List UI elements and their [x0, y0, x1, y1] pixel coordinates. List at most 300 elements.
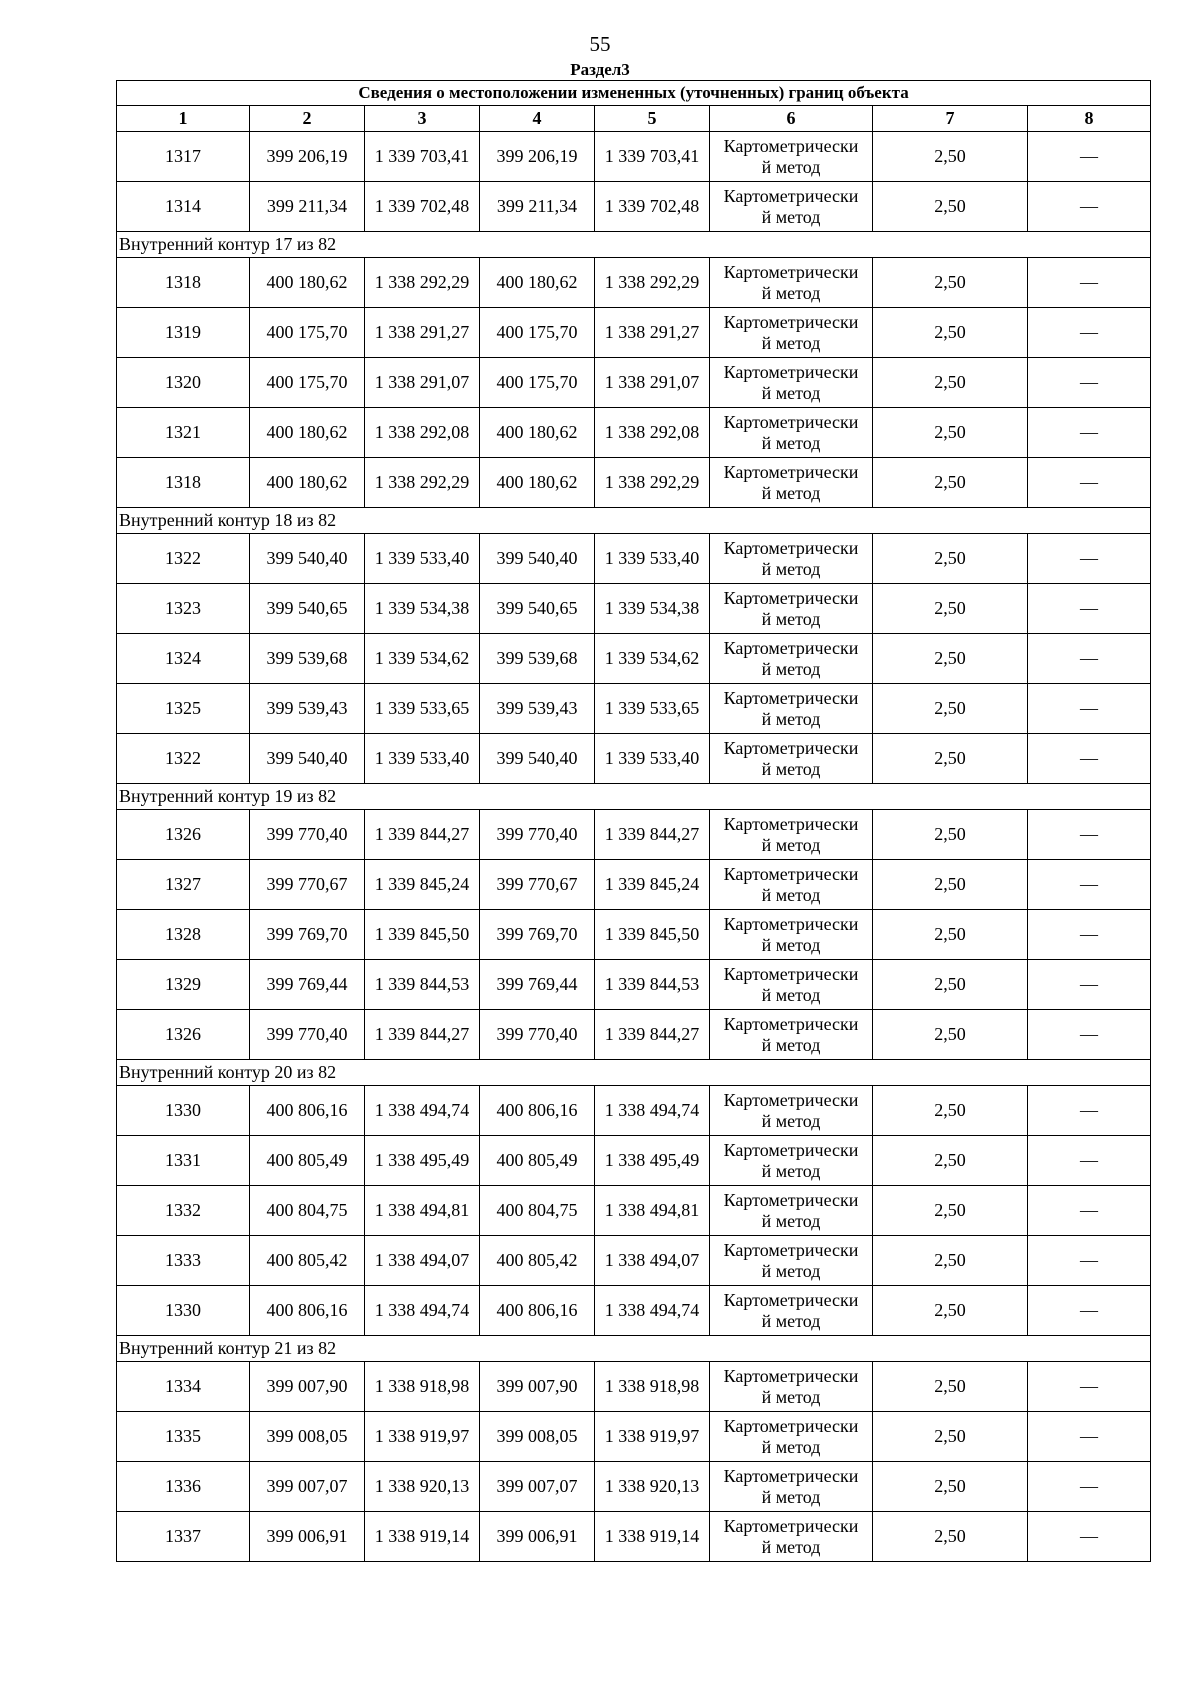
cell-x-old: 400 804,75: [250, 1186, 365, 1236]
method-line: Картометрически: [723, 863, 859, 884]
method-line: Картометрически: [723, 1239, 859, 1260]
method-line: Картометрически: [723, 1289, 859, 1310]
method-line: й метод: [761, 1110, 821, 1131]
cell-point-number: 1324: [117, 634, 250, 684]
cell-description: —: [1028, 458, 1151, 508]
cell-point-number: 1332: [117, 1186, 250, 1236]
cell-y-old: 1 338 494,07: [365, 1236, 480, 1286]
contour-label: Внутренний контур 21 из 82: [117, 1336, 1151, 1362]
table-body: [117, 81, 1151, 1562]
table-row: [117, 684, 1151, 734]
cell-x-new: 399 770,40: [480, 810, 595, 860]
cell-point-number: 1333: [117, 1236, 250, 1286]
cell-point-number: 1314: [117, 182, 250, 232]
cell-y-old: 1 339 702,48: [365, 182, 480, 232]
method-line: Картометрически: [723, 1515, 859, 1536]
method-line: Картометрически: [723, 261, 859, 282]
method-line: Картометрически: [723, 411, 859, 432]
cell-method: [710, 1136, 873, 1186]
cell-method: [710, 458, 873, 508]
cell-point-number: 1317: [117, 132, 250, 182]
cell-method: [710, 684, 873, 734]
method-line: й метод: [761, 382, 821, 403]
cell-precision: 2,50: [873, 1086, 1028, 1136]
cell-description: —: [1028, 1362, 1151, 1412]
cell-x-old: 399 770,40: [250, 1010, 365, 1060]
column-header: 6: [710, 106, 873, 132]
cell-method: [710, 1010, 873, 1060]
cell-x-old: 400 180,62: [250, 258, 365, 308]
cell-x-old: 400 180,62: [250, 458, 365, 508]
cell-point-number: 1326: [117, 810, 250, 860]
method-line: Картометрически: [723, 637, 859, 658]
table-row: [117, 258, 1151, 308]
column-header: 5: [595, 106, 710, 132]
table-row: [117, 584, 1151, 634]
cell-x-old: 399 007,07: [250, 1462, 365, 1512]
cell-x-new: 400 175,70: [480, 358, 595, 408]
cell-y-old: 1 339 534,38: [365, 584, 480, 634]
table-row: [117, 1186, 1151, 1236]
cell-point-number: 1334: [117, 1362, 250, 1412]
cell-description: —: [1028, 684, 1151, 734]
cell-precision: 2,50: [873, 860, 1028, 910]
contour-label: Внутренний контур 20 из 82: [117, 1060, 1151, 1086]
cell-point-number: 1318: [117, 258, 250, 308]
cell-description: —: [1028, 734, 1151, 784]
cell-x-old: 400 805,49: [250, 1136, 365, 1186]
cell-y-old: 1 339 845,50: [365, 910, 480, 960]
column-header: 4: [480, 106, 595, 132]
table-row: [117, 1236, 1151, 1286]
cell-x-new: 399 540,65: [480, 584, 595, 634]
cell-point-number: 1330: [117, 1286, 250, 1336]
table-row: [117, 1086, 1151, 1136]
method-line: й метод: [761, 206, 821, 227]
cell-x-new: 399 006,91: [480, 1512, 595, 1562]
cell-x-new: 399 206,19: [480, 132, 595, 182]
cell-method: [710, 1512, 873, 1562]
cell-x-old: 399 539,43: [250, 684, 365, 734]
cell-method: [710, 810, 873, 860]
cell-point-number: 1322: [117, 534, 250, 584]
cell-x-old: 400 175,70: [250, 308, 365, 358]
table-row: [117, 1362, 1151, 1412]
cell-x-new: 399 540,40: [480, 534, 595, 584]
cell-method: [710, 534, 873, 584]
contour-header-row: [117, 508, 1151, 534]
cell-point-number: 1325: [117, 684, 250, 734]
cell-y-new: 1 338 495,49: [595, 1136, 710, 1186]
cell-x-new: 399 540,40: [480, 734, 595, 784]
cell-x-old: 399 770,67: [250, 860, 365, 910]
column-header: 8: [1028, 106, 1151, 132]
method-line: й метод: [761, 1436, 821, 1457]
cell-y-new: 1 338 919,97: [595, 1412, 710, 1462]
method-line: й метод: [761, 1486, 821, 1507]
cell-y-new: 1 338 292,29: [595, 458, 710, 508]
cell-method: [710, 860, 873, 910]
table-row: [117, 408, 1151, 458]
method-line: й метод: [761, 708, 821, 729]
cell-description: —: [1028, 1462, 1151, 1512]
cell-y-new: 1 338 919,14: [595, 1512, 710, 1562]
cell-y-new: 1 338 494,07: [595, 1236, 710, 1286]
cell-y-new: 1 338 291,27: [595, 308, 710, 358]
contour-header-row: [117, 1060, 1151, 1086]
method-line: й метод: [761, 658, 821, 679]
cell-y-new: 1 338 918,98: [595, 1362, 710, 1412]
cell-precision: 2,50: [873, 1462, 1028, 1512]
cell-precision: 2,50: [873, 1236, 1028, 1286]
cell-y-new: 1 339 702,48: [595, 182, 710, 232]
cell-y-new: 1 339 534,62: [595, 634, 710, 684]
cell-description: —: [1028, 258, 1151, 308]
method-line: Картометрически: [723, 813, 859, 834]
contour-label: Внутренний контур 17 из 82: [117, 232, 1151, 258]
cell-precision: 2,50: [873, 810, 1028, 860]
cell-y-old: 1 339 533,65: [365, 684, 480, 734]
cell-method: [710, 1086, 873, 1136]
cell-y-new: 1 338 292,08: [595, 408, 710, 458]
cell-point-number: 1321: [117, 408, 250, 458]
cell-y-old: 1 339 845,24: [365, 860, 480, 910]
cell-precision: 2,50: [873, 1136, 1028, 1186]
cell-x-new: 399 769,44: [480, 960, 595, 1010]
cell-x-old: 399 769,70: [250, 910, 365, 960]
method-line: й метод: [761, 332, 821, 353]
cell-y-new: 1 338 291,07: [595, 358, 710, 408]
contour-label: Внутренний контур 18 из 82: [117, 508, 1151, 534]
cell-description: —: [1028, 1512, 1151, 1562]
cell-point-number: 1331: [117, 1136, 250, 1186]
cell-precision: 2,50: [873, 1010, 1028, 1060]
cell-x-new: 400 175,70: [480, 308, 595, 358]
cell-description: —: [1028, 358, 1151, 408]
cell-precision: 2,50: [873, 458, 1028, 508]
cell-x-old: 399 006,91: [250, 1512, 365, 1562]
cell-description: —: [1028, 910, 1151, 960]
method-line: й метод: [761, 1536, 821, 1557]
cell-method: [710, 358, 873, 408]
cell-y-new: 1 338 494,74: [595, 1086, 710, 1136]
cell-description: —: [1028, 1136, 1151, 1186]
cell-x-new: 400 180,62: [480, 258, 595, 308]
cell-y-old: 1 338 292,29: [365, 258, 480, 308]
cell-x-old: 400 175,70: [250, 358, 365, 408]
cell-description: —: [1028, 182, 1151, 232]
table-title-row: [117, 81, 1151, 106]
method-line: Картометрически: [723, 1365, 859, 1386]
cell-description: —: [1028, 1286, 1151, 1336]
cell-y-old: 1 339 533,40: [365, 734, 480, 784]
method-line: й метод: [761, 1160, 821, 1181]
cell-point-number: 1335: [117, 1412, 250, 1462]
cell-method: [710, 1186, 873, 1236]
cell-y-old: 1 339 533,40: [365, 534, 480, 584]
cell-y-old: 1 339 844,27: [365, 810, 480, 860]
method-line: й метод: [761, 1210, 821, 1231]
cell-y-new: 1 339 844,27: [595, 810, 710, 860]
cell-precision: 2,50: [873, 1186, 1028, 1236]
cell-x-new: 400 180,62: [480, 458, 595, 508]
cell-x-old: 399 540,40: [250, 734, 365, 784]
method-line: й метод: [761, 282, 821, 303]
method-line: й метод: [761, 608, 821, 629]
cell-x-new: 400 805,42: [480, 1236, 595, 1286]
method-line: й метод: [761, 482, 821, 503]
cell-point-number: 1329: [117, 960, 250, 1010]
cell-x-new: 399 770,67: [480, 860, 595, 910]
cell-description: —: [1028, 132, 1151, 182]
cell-x-new: 400 804,75: [480, 1186, 595, 1236]
cell-x-old: 399 770,40: [250, 810, 365, 860]
cell-y-old: 1 339 844,27: [365, 1010, 480, 1060]
cell-y-old: 1 338 292,29: [365, 458, 480, 508]
table-row: [117, 1136, 1151, 1186]
contour-label: Внутренний контур 19 из 82: [117, 784, 1151, 810]
section-title: Раздел3: [570, 60, 630, 79]
column-header: 3: [365, 106, 480, 132]
method-line: Картометрически: [723, 361, 859, 382]
cell-point-number: 1337: [117, 1512, 250, 1562]
method-line: й метод: [761, 1034, 821, 1055]
method-line: й метод: [761, 834, 821, 855]
cell-precision: 2,50: [873, 684, 1028, 734]
cell-method: [710, 734, 873, 784]
cell-method: [710, 182, 873, 232]
cell-method: [710, 1412, 873, 1462]
method-line: Картометрически: [723, 913, 859, 934]
contour-header-row: [117, 1336, 1151, 1362]
cell-method: [710, 634, 873, 684]
cell-y-old: 1 338 919,97: [365, 1412, 480, 1462]
cell-method: [710, 132, 873, 182]
table-row: [117, 810, 1151, 860]
cell-y-old: 1 339 844,53: [365, 960, 480, 1010]
cell-y-new: 1 338 494,74: [595, 1286, 710, 1336]
cell-description: —: [1028, 308, 1151, 358]
cell-x-new: 399 007,90: [480, 1362, 595, 1412]
cell-point-number: 1318: [117, 458, 250, 508]
cell-precision: 2,50: [873, 584, 1028, 634]
cell-x-old: 399 007,90: [250, 1362, 365, 1412]
cell-y-new: 1 338 920,13: [595, 1462, 710, 1512]
cell-x-old: 400 806,16: [250, 1286, 365, 1336]
cell-x-new: 400 806,16: [480, 1286, 595, 1336]
method-line: й метод: [761, 758, 821, 779]
table-row: [117, 910, 1151, 960]
cell-point-number: 1328: [117, 910, 250, 960]
cell-y-old: 1 339 534,62: [365, 634, 480, 684]
cell-x-old: 399 539,68: [250, 634, 365, 684]
cell-method: [710, 1236, 873, 1286]
cell-y-new: 1 339 533,40: [595, 534, 710, 584]
cell-description: —: [1028, 584, 1151, 634]
cell-point-number: 1320: [117, 358, 250, 408]
cell-x-old: 400 805,42: [250, 1236, 365, 1286]
method-line: й метод: [761, 432, 821, 453]
table-row: [117, 960, 1151, 1010]
method-line: й метод: [761, 558, 821, 579]
cell-y-old: 1 338 292,08: [365, 408, 480, 458]
cell-y-old: 1 338 494,74: [365, 1086, 480, 1136]
table-row: [117, 1412, 1151, 1462]
cell-point-number: 1336: [117, 1462, 250, 1512]
cell-precision: 2,50: [873, 634, 1028, 684]
method-line: Картометрически: [723, 1415, 859, 1436]
table-row: [117, 1010, 1151, 1060]
cell-x-new: 399 539,43: [480, 684, 595, 734]
method-line: й метод: [761, 884, 821, 905]
cell-method: [710, 584, 873, 634]
cell-description: —: [1028, 634, 1151, 684]
cell-precision: 2,50: [873, 308, 1028, 358]
cell-y-old: 1 338 494,81: [365, 1186, 480, 1236]
cell-precision: 2,50: [873, 1412, 1028, 1462]
cell-x-new: 399 770,40: [480, 1010, 595, 1060]
table-row: [117, 1512, 1151, 1562]
method-line: й метод: [761, 1386, 821, 1407]
cell-point-number: 1327: [117, 860, 250, 910]
cell-precision: 2,50: [873, 132, 1028, 182]
cell-y-new: 1 338 494,81: [595, 1186, 710, 1236]
method-line: Картометрически: [723, 1139, 859, 1160]
cell-y-old: 1 338 291,27: [365, 308, 480, 358]
cell-x-new: 400 180,62: [480, 408, 595, 458]
cell-y-old: 1 338 919,14: [365, 1512, 480, 1562]
page-number: 55: [589, 32, 611, 56]
cell-method: [710, 408, 873, 458]
cell-x-old: 399 540,65: [250, 584, 365, 634]
method-line: й метод: [761, 1260, 821, 1281]
cell-x-old: 399 540,40: [250, 534, 365, 584]
table-row: [117, 860, 1151, 910]
method-line: й метод: [761, 984, 821, 1005]
cell-y-old: 1 338 920,13: [365, 1462, 480, 1512]
table-row: [117, 308, 1151, 358]
cell-method: [710, 960, 873, 1010]
cell-y-new: 1 339 845,50: [595, 910, 710, 960]
column-header: 2: [250, 106, 365, 132]
method-line: Картометрически: [723, 963, 859, 984]
cell-description: —: [1028, 534, 1151, 584]
cell-description: —: [1028, 810, 1151, 860]
cell-y-new: 1 338 292,29: [595, 258, 710, 308]
table-row: [117, 634, 1151, 684]
cell-method: [710, 910, 873, 960]
cell-y-old: 1 339 703,41: [365, 132, 480, 182]
cell-method: [710, 1286, 873, 1336]
method-line: Картометрически: [723, 537, 859, 558]
method-line: Картометрически: [723, 737, 859, 758]
contour-header-row: [117, 784, 1151, 810]
cell-y-new: 1 339 845,24: [595, 860, 710, 910]
cell-point-number: 1323: [117, 584, 250, 634]
cell-description: —: [1028, 860, 1151, 910]
cell-point-number: 1319: [117, 308, 250, 358]
cell-y-new: 1 339 533,40: [595, 734, 710, 784]
cell-method: [710, 258, 873, 308]
cell-x-new: 400 806,16: [480, 1086, 595, 1136]
cell-y-old: 1 338 494,74: [365, 1286, 480, 1336]
method-line: Картометрически: [723, 1013, 859, 1034]
table-row: [117, 182, 1151, 232]
method-line: Картометрически: [723, 1465, 859, 1486]
cell-precision: 2,50: [873, 1362, 1028, 1412]
method-line: Картометрически: [723, 1189, 859, 1210]
cell-precision: 2,50: [873, 960, 1028, 1010]
cell-point-number: 1330: [117, 1086, 250, 1136]
cell-precision: 2,50: [873, 1512, 1028, 1562]
method-line: Картометрически: [723, 185, 859, 206]
cell-x-old: 399 008,05: [250, 1412, 365, 1462]
cell-y-old: 1 338 495,49: [365, 1136, 480, 1186]
cell-point-number: 1326: [117, 1010, 250, 1060]
cell-y-old: 1 338 291,07: [365, 358, 480, 408]
method-line: Картометрически: [723, 687, 859, 708]
cell-x-old: 399 769,44: [250, 960, 365, 1010]
method-line: Картометрически: [723, 461, 859, 482]
cell-x-new: 399 211,34: [480, 182, 595, 232]
cell-x-new: 400 805,49: [480, 1136, 595, 1186]
column-header-row: [117, 106, 1151, 132]
table-title: Сведения о местоположении измененных (уточненных) границ объекта: [117, 81, 1151, 106]
cell-description: —: [1028, 1010, 1151, 1060]
cell-x-old: 400 806,16: [250, 1086, 365, 1136]
cell-method: [710, 1362, 873, 1412]
cell-y-old: 1 338 918,98: [365, 1362, 480, 1412]
method-line: Картометрически: [723, 587, 859, 608]
method-line: й метод: [761, 156, 821, 177]
cell-description: —: [1028, 408, 1151, 458]
cell-description: —: [1028, 960, 1151, 1010]
table-row: [117, 1286, 1151, 1336]
table-row: [117, 534, 1151, 584]
cell-y-new: 1 339 703,41: [595, 132, 710, 182]
coordinates-table: [116, 80, 1151, 1562]
method-line: й метод: [761, 1310, 821, 1331]
cell-precision: 2,50: [873, 910, 1028, 960]
cell-precision: 2,50: [873, 182, 1028, 232]
cell-precision: 2,50: [873, 1286, 1028, 1336]
table-row: [117, 358, 1151, 408]
table-row: [117, 458, 1151, 508]
cell-y-new: 1 339 534,38: [595, 584, 710, 634]
cell-precision: 2,50: [873, 258, 1028, 308]
cell-description: —: [1028, 1086, 1151, 1136]
cell-y-new: 1 339 844,53: [595, 960, 710, 1010]
cell-precision: 2,50: [873, 734, 1028, 784]
cell-point-number: 1322: [117, 734, 250, 784]
contour-header-row: [117, 232, 1151, 258]
table-row: [117, 1462, 1151, 1512]
method-line: Картометрически: [723, 1089, 859, 1110]
cell-method: [710, 308, 873, 358]
cell-y-new: 1 339 844,27: [595, 1010, 710, 1060]
method-line: Картометрически: [723, 135, 859, 156]
method-line: Картометрически: [723, 311, 859, 332]
cell-precision: 2,50: [873, 534, 1028, 584]
cell-precision: 2,50: [873, 408, 1028, 458]
cell-description: —: [1028, 1236, 1151, 1286]
cell-method: [710, 1462, 873, 1512]
cell-x-old: 399 206,19: [250, 132, 365, 182]
cell-precision: 2,50: [873, 358, 1028, 408]
table-row: [117, 734, 1151, 784]
method-line: й метод: [761, 934, 821, 955]
cell-x-new: 399 539,68: [480, 634, 595, 684]
